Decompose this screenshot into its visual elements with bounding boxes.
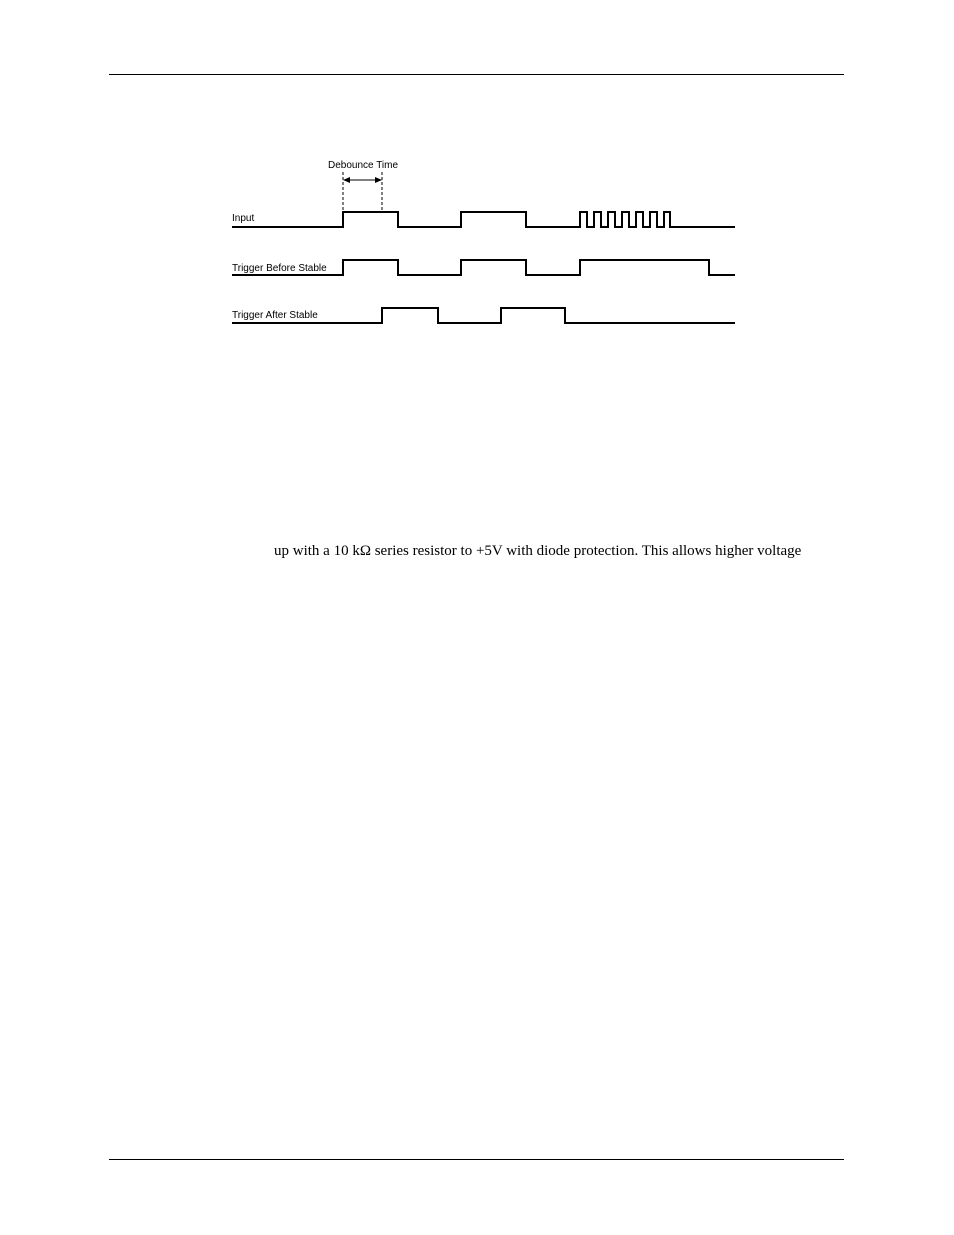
signal-label-input: Input (232, 213, 255, 224)
body-text-line: up with a 10 kΩ series resistor to +5V with diode protection. This allows higher voltage (274, 543, 802, 559)
debounce-timing-diagram (0, 0, 954, 400)
debounce-arrowhead-right (375, 177, 382, 183)
signal-label-trigger-before-stable: Trigger Before Stable (232, 263, 327, 274)
debounce-time-label: Debounce Time (328, 160, 399, 171)
waveform-input (232, 212, 735, 227)
debounce-arrowhead-left (343, 177, 350, 183)
footer-rule (109, 1159, 844, 1160)
signal-label-trigger-after-stable: Trigger After Stable (232, 310, 318, 321)
